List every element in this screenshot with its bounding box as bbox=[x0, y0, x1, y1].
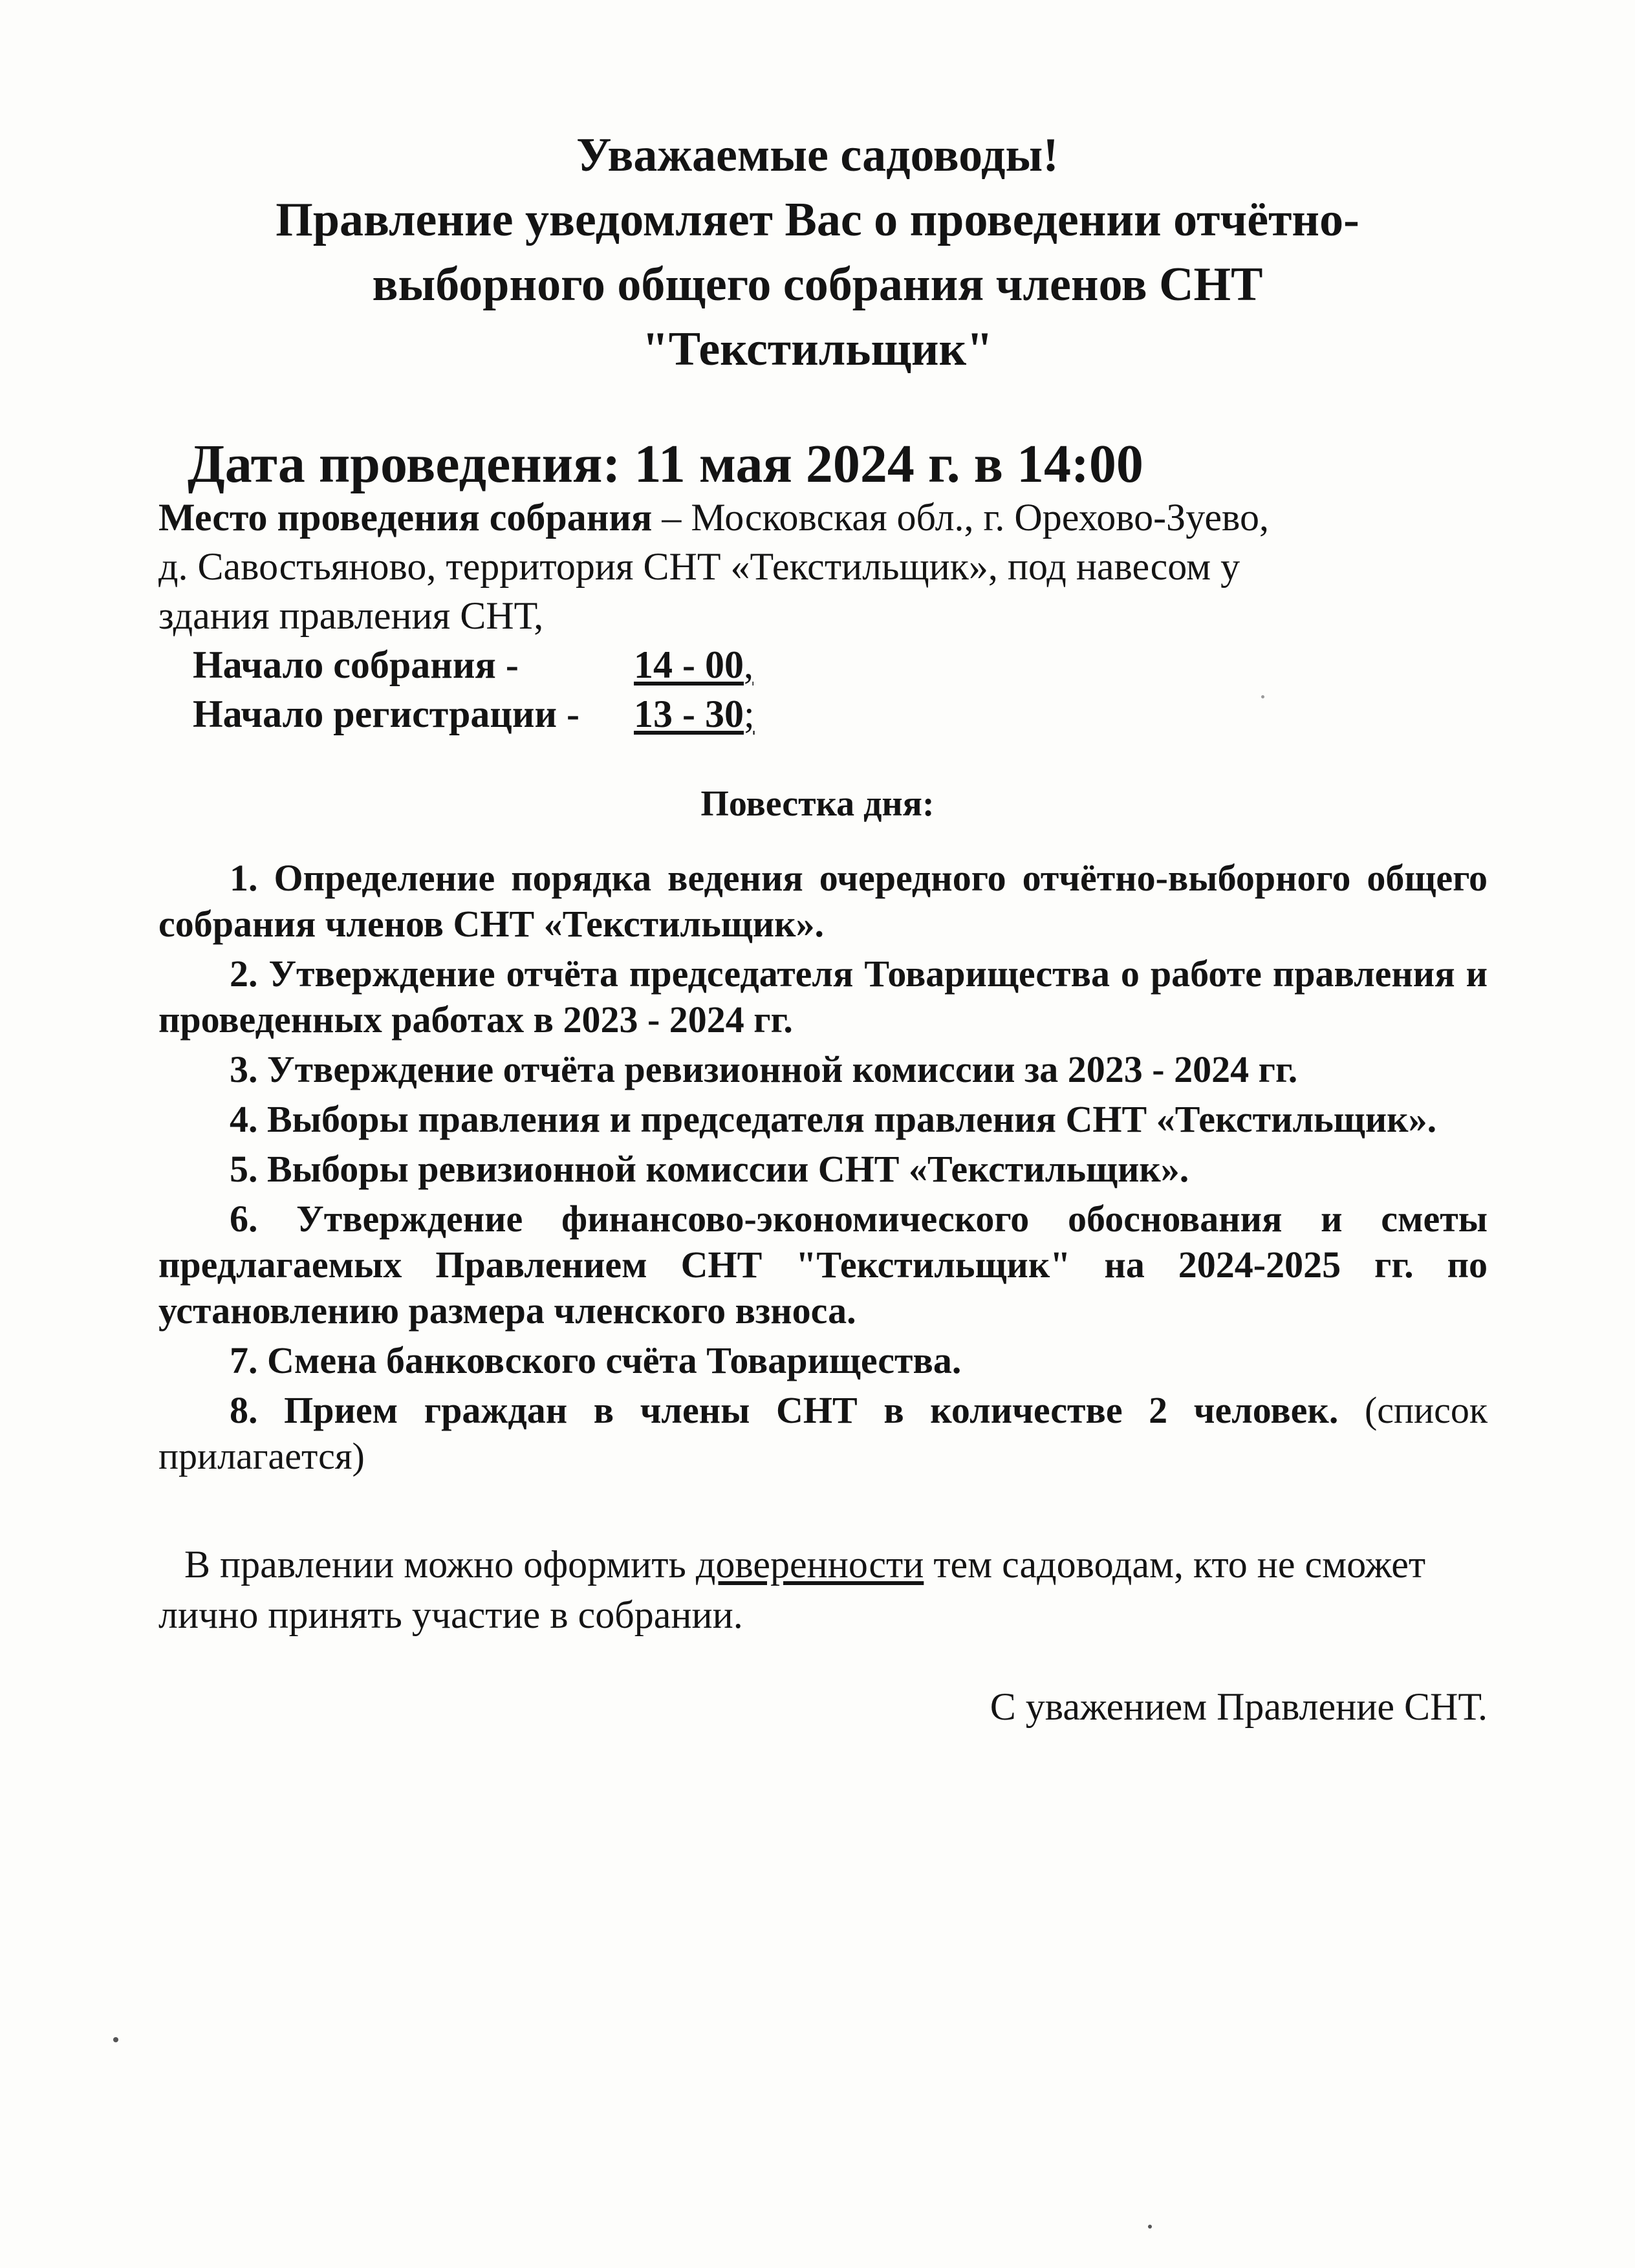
signature: С уважением Правление СНТ. bbox=[990, 1685, 1488, 1728]
scan-speck bbox=[1261, 695, 1264, 698]
start-time-punct: , bbox=[743, 643, 753, 686]
agenda-item-8-note: (список прилагается) bbox=[158, 1389, 1488, 1477]
meeting-venue bbox=[158, 493, 1478, 640]
venue-line-2: д. Савостьяново, территория СНТ «Текстильщик», под навесом у bbox=[158, 545, 1240, 588]
venue-line-1 bbox=[158, 493, 1478, 542]
agenda-list bbox=[158, 855, 1488, 1483]
title-line-4: "Текстильщик" bbox=[642, 323, 993, 376]
proxy-notice-end: тем садоводам, кто не сможет лично принять участие в собрании. bbox=[158, 1543, 1426, 1636]
scan-speck bbox=[113, 2037, 118, 2042]
agenda-item: 2. Утверждение отчёта председателя Товарищества о работе правления и проведенных работах в 2023 - 2024 гг. bbox=[158, 953, 1488, 1041]
meeting-date: Дата проведения: 11 мая 2024 г. в 14:00 bbox=[188, 434, 1143, 494]
agenda-item: 3. Утверждение отчёта ревизионной комиссии за 2023 - 2024 гг. bbox=[230, 1048, 1298, 1090]
agenda-item-8-text: 8. Прием граждан в члены СНТ в количестве 2 человек. bbox=[230, 1389, 1339, 1431]
start-time-label: Начало собрания - bbox=[193, 643, 519, 686]
agenda-item: 4. Выборы правления и председателя правления СНТ «Текстильщик». bbox=[230, 1098, 1437, 1140]
proxy-notice-start: В правлении можно оформить bbox=[184, 1543, 696, 1586]
agenda-item-last bbox=[158, 1387, 1488, 1479]
registration-time-value bbox=[634, 689, 755, 739]
proxy-notice-underlined: доверенности bbox=[695, 1543, 924, 1586]
venue-line-3: здания правления СНТ, bbox=[158, 594, 544, 637]
agenda-item: 1. Определение порядка ведения очередного отчётно-выборного общего собрания членов СНТ «Текстильщик». bbox=[158, 857, 1488, 945]
registration-time-label: Начало регистрации - bbox=[193, 693, 580, 735]
registration-time-punct: ; bbox=[743, 693, 755, 735]
agenda-item: 6. Утверждение финансово-экономического обоснования и сметы предлагаемых Правлением СНТ "Текстильщик" на 2024-2025 гг. по установлению размера членского взноса. bbox=[158, 1198, 1488, 1332]
venue-address-part-1: – Московская обл., г. Орехово-Зуево, bbox=[652, 496, 1269, 539]
agenda-item: 5. Выборы ревизионной комиссии СНТ «Текстильщик». bbox=[230, 1148, 1189, 1190]
notice-title bbox=[0, 123, 1635, 382]
agenda-heading: Повестка дня: bbox=[700, 784, 935, 824]
title-line-1: Уважаемые садоводы! bbox=[576, 129, 1059, 182]
registration-time-number: 13 - 30 bbox=[634, 693, 744, 735]
proxy-notice bbox=[158, 1539, 1488, 1640]
start-time-value bbox=[634, 640, 753, 689]
scan-speck bbox=[1148, 2225, 1152, 2229]
start-time-number: 14 - 00 bbox=[634, 643, 744, 686]
title-line-3: выборного общего собрания членов СНТ bbox=[372, 258, 1263, 311]
agenda-item: 7. Смена банковского счёта Товарищества. bbox=[230, 1339, 962, 1381]
venue-label: Место проведения собрания bbox=[158, 496, 653, 539]
title-line-2: Правление уведомляет Вас о проведении отчётно- bbox=[276, 193, 1359, 246]
